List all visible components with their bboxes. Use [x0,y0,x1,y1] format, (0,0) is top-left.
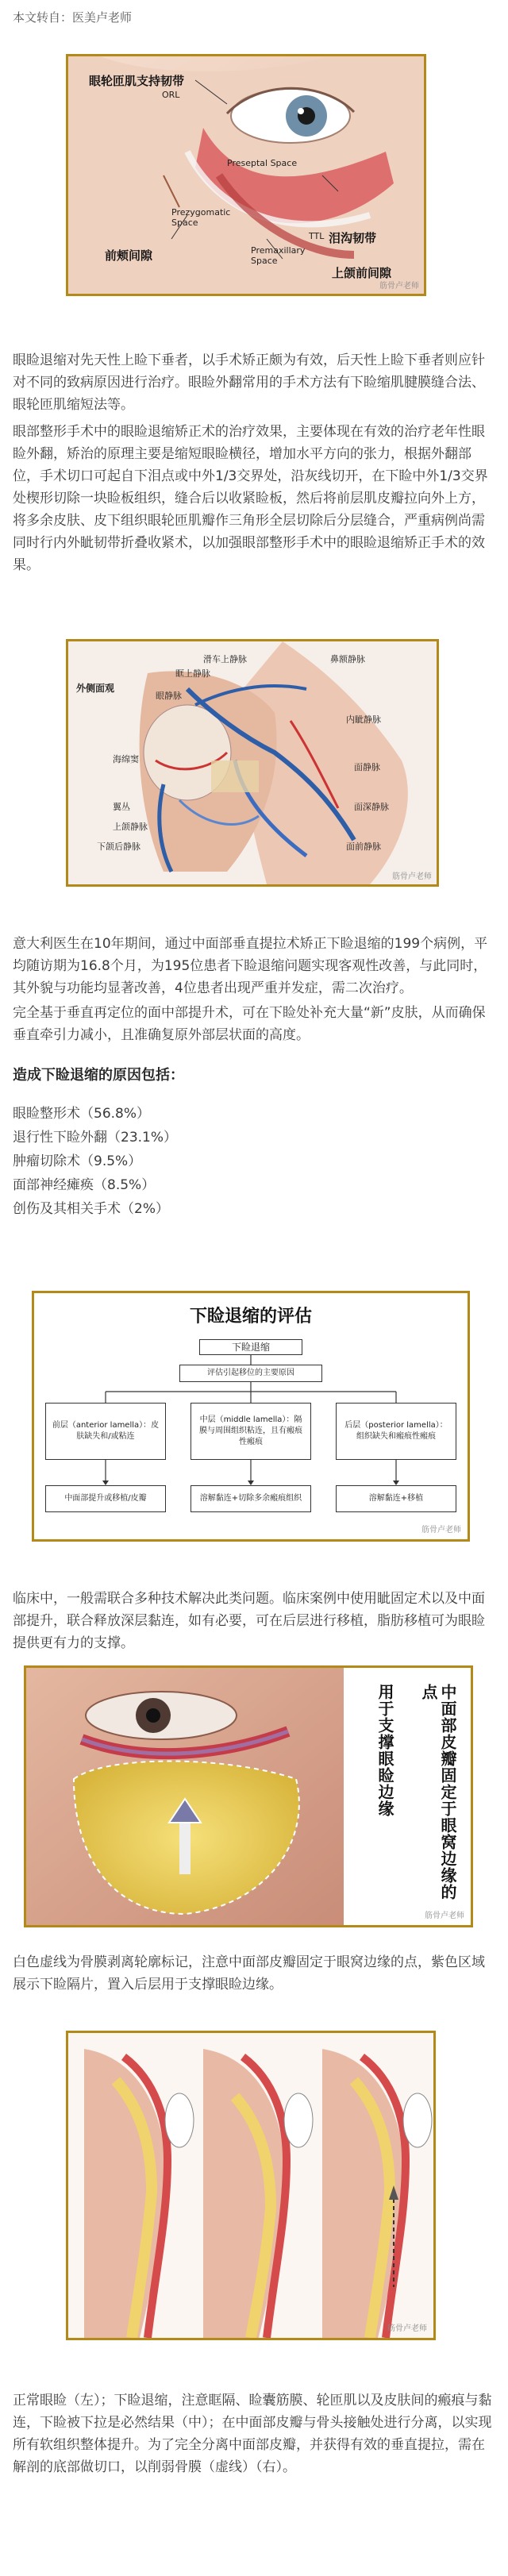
figure-eyelid-cross-sections [66,2031,436,2340]
midface-flap-photo [26,1668,471,1925]
paragraph-5: 临床中，一般需联合多种技术解决此类问题。临床案例中使用眦固定术以及中面部提升，联合释放深层黏连，如有必要，可在后层进行移植，脂肪移植可为眼睑提供更有力的支撑。 [13,1591,485,1651]
cause-item: 眼睑整形术（56.8%） [13,1106,151,1122]
figure-assessment-flowchart [32,1291,470,1542]
cause-item: 退行性下睑外翻（23.1%） [13,1130,178,1146]
label-nasofrontal-vein: 鼻额静脉 [330,654,365,664]
flowchart-cause: 评估引起移位的主要原因 [179,1365,322,1382]
paragraph-7: 正常眼睑（左）；下睑退缩，注意眶隔、睑囊筋膜、轮匝肌以及皮肤间的瘢痕与黏连，下睑被下拉是必然结果（中）；在中面部皮瓣与骨头接触处进行分离，以实现所有软组织整体提升。为了完全分离中面部皮瓣，并获得有效的垂直提拉，需在解剖的底部做切口，以削弱骨膜（虚线）（右）。 [13,2393,492,2475]
label-retromandibular-vein: 下颌后静脉 [97,841,140,852]
label-angular-vein: 内眦静脉 [346,714,381,725]
label-orl-muscle: 眼轮匝肌支持韧带 [89,74,185,88]
watermark: 筋骨卢老师 [392,872,432,881]
figure-facial-veins [66,639,439,887]
label-preseptal: Preseptal Space [227,158,298,168]
flowchart-middle-lamella: 中层（middle lamella）：隔膜与周围组织粘连，且有瘢痕性瘢痕 [190,1403,311,1460]
label-supraorbital-vein: 眶上静脉 [175,668,210,679]
watermark: 筋骨卢老师 [425,1912,464,1920]
paragraph-4: 完全基于垂直再定位的面中部提升术，可在下睑处补充大量“新”皮肤，从而确保垂直牵引力减小，且准确复原外部层状面的高度。 [13,1005,486,1043]
eyelid-section-retracted [203,2049,313,2338]
figure-midface-flap [24,1665,473,1927]
label-maxillary-vein: 上颌静脉 [113,822,148,832]
flowchart-fix-posterior: 溶解黏连+移植 [336,1485,456,1512]
label-lateral-view: 外侧面观 [76,683,115,694]
causes-list [13,1102,177,1221]
flowchart-fix-anterior: 中面部提升或移植/皮瓣 [45,1485,166,1512]
cause-item: 面部神经瘫痪（8.5%） [13,1177,156,1193]
flowchart-root: 下睑退缩 [199,1339,302,1355]
watermark: 筋骨卢老师 [387,2324,427,2333]
paragraph-6: 白色虚线为骨膜剥离轮廓标记，注意中面部皮瓣固定于眼窝边缘的点，紫色区域展示下睑隔片，置入后层用于支撑眼睑边缘。 [13,1954,485,1993]
label-premaxillary-cn: 上颌前间隙 [332,266,392,280]
caption-support-eyelid: 用于支撑眼睑边缘 [375,1684,394,1817]
label-supratrochlear-vein: 滑车上静脉 [203,654,247,664]
flowchart-anterior-lamella: 前层（anterior lamella）：皮肤缺失和/或粘连 [45,1403,166,1460]
causes-heading: 造成下睑退缩的原因包括： [13,1067,184,1084]
paragraph-1: 眼睑退缩对先天性上睑下垂者，以手术矫正颇为有效，后天性上睑下垂者则应针对不同的致病原因进行治疗。眼睑外翻常用的手术方法有下睑缩肌腱膜缝合法、眼轮匝肌缩短法等。 [13,352,485,413]
label-tear-trough: 泪沟韧带 [329,231,377,245]
label-pterygoid-plexus: 翼丛 [113,802,130,812]
paragraph-3: 意大利医生在10年期间，通过中面部垂直提拉术矫正下睑退缩的199个病例，平均随访期为16.8个月，为195位患者下睑退缩问题实现客观性改善，与此同时，其外貌与功能均显著改善，4位患者出现严重并发症，需二次治疗。 [13,936,488,996]
label-facial-vein: 面静脉 [354,762,380,772]
eyelid-section-normal [84,2049,194,2338]
paragraph-2: 眼部整形手术中的眼睑退缩矫正术的治疗效果，主要体现在有效的治疗老年性眼睑外翻，矫治的原理主要是缩短眼睑横径，增加水平方向的张力，根据外翻部位，手术切口可起自下泪点或中外1/3交界处，沿灰线切开，在下睑中外1/3交界处楔形切除一块睑板组织，缝合后以收紧睑板，然后将前层肌皮瓣拉向外上方，将多余皮肤、皮下组织眼轮匝肌瓣作三角形全层切除后分层缝合，严重病例尚需同时行内外眦韧带折叠收紧术，以加强眼部整形手术中的眼睑退缩矫正手术的效果。 [13,424,488,573]
source-credit: 本文转自：医美卢老师 [13,10,133,25]
label-cavernous-sinus: 海绵窦 [113,754,139,764]
eyelid-section-lifted [322,2049,432,2338]
flowchart-fix-middle: 溶解黏连+切除多余瘢痕组织 [190,1485,311,1512]
flowchart-posterior-lamella: 后层（posterior lamella）：组织缺失和瘢痕性瘢痕 [336,1403,456,1460]
cause-item: 创伤及其相关手术（2%） [13,1201,169,1217]
label-prezygomatic-cn: 前颊间隙 [105,248,153,263]
label-orl: ORL [162,90,180,100]
label-deep-facial-vein: 面深静脉 [354,802,389,812]
watermark: 筋骨卢老师 [379,282,419,291]
caption-flap-fixation: 中面部皮瓣固定于眼窝边缘的点 [419,1684,457,1900]
label-ttl: TTL [309,231,325,241]
label-prezygomatic: Prezygomatic Space [171,207,231,228]
cause-item: 肿瘤切除术（9.5%） [13,1153,142,1169]
label-ophthalmic-vein: 眼静脉 [156,691,182,701]
label-anterior-facial-vein: 面前静脉 [346,841,381,852]
eyelid-cross-sections-illustration [68,2033,433,2338]
label-premaxillary: Premaxillary Space [251,245,306,266]
flowchart-title: 下睑退缩的评估 [189,1307,312,1327]
figure-face-anatomy [66,54,426,296]
watermark: 筋骨卢老师 [421,1526,461,1534]
